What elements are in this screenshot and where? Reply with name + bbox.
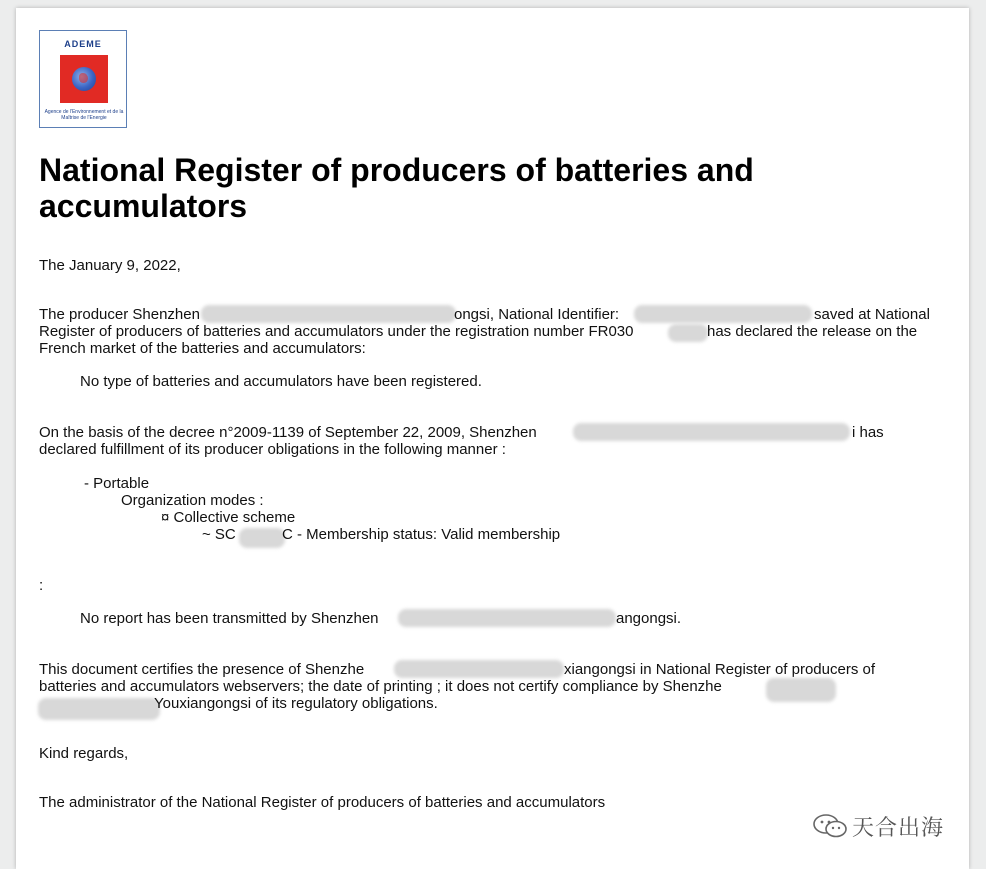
document-date: The January 9, 2022, xyxy=(39,257,181,274)
colon-line: : xyxy=(39,577,44,594)
administrator-signature: The administrator of the National Register of producers of batteries and accumulators xyxy=(39,794,606,811)
para1-line2-start: Register of producers of batteries and accumulators under the registration number FR030 xyxy=(39,323,634,340)
list-organization-modes: Organization modes : xyxy=(121,492,264,509)
para1-line2-end: has declared the release on the xyxy=(707,323,918,340)
no-report-end: angongsi. xyxy=(616,610,682,627)
no-type-statement: No type of batteries and accumulators have been registered. xyxy=(80,373,482,390)
para1-line1-mid: ongsi, National Identifier: xyxy=(454,306,620,323)
para1-line1-end: saved at National xyxy=(814,306,930,323)
list-membership-status: C - Membership status: Valid membership xyxy=(282,526,561,543)
redacted-scheme-name xyxy=(239,528,285,548)
redacted-registration-number xyxy=(668,324,708,342)
para1-line3: French market of the batteries and accumulators: xyxy=(39,340,366,357)
certify-line1-start: This document certifies the presence of Shenzhe xyxy=(39,661,365,678)
redacted-identifier xyxy=(634,305,812,323)
list-collective-scheme: ¤ Collective scheme xyxy=(161,509,296,526)
watermark-text: 天合出海 xyxy=(852,815,945,841)
logo-subtitle: Agence de l'Environnement et de la Maîtrise de l'Energie xyxy=(44,109,124,121)
document-page xyxy=(16,8,969,869)
redacted-producer-name xyxy=(573,423,850,441)
globe-icon xyxy=(72,67,96,91)
redacted-producer-name xyxy=(398,609,616,627)
logo-emblem xyxy=(60,55,108,103)
para2-line1-start: On the basis of the decree n°2009-1139 of September 22, 2009, Shenzhen xyxy=(39,424,537,441)
list-membership-start: ~ SC xyxy=(202,526,236,543)
closing-regards: Kind regards, xyxy=(39,745,129,762)
redacted-producer-name xyxy=(766,678,836,702)
redacted-producer-name xyxy=(38,698,160,720)
wechat-icon xyxy=(812,813,848,839)
ademe-logo xyxy=(39,30,127,128)
certify-line2: batteries and accumulators webservers; the date of printing ; it does not certify compliance by Shenzhe xyxy=(39,678,722,695)
redacted-producer-name xyxy=(201,305,456,323)
para2-line1-end: i has xyxy=(852,424,884,441)
certify-line1-end: xiangongsi in National Register of producers of xyxy=(564,661,876,678)
no-report-start: No report has been transmitted by Shenzhen xyxy=(80,610,379,627)
certify-line3: Youxiangongsi of its regulatory obligations. xyxy=(154,695,438,712)
redacted-producer-name xyxy=(394,660,564,678)
list-portable: - Portable xyxy=(84,475,150,492)
para2-line2: declared fulfillment of its producer obligations in the following manner : xyxy=(39,441,506,458)
para1-line1-start: The producer Shenzhen xyxy=(39,306,200,323)
logo-name: ADEME xyxy=(64,39,102,49)
watermark xyxy=(812,812,944,840)
document-title: National Register of producers of batteries and accumulators xyxy=(39,152,754,224)
